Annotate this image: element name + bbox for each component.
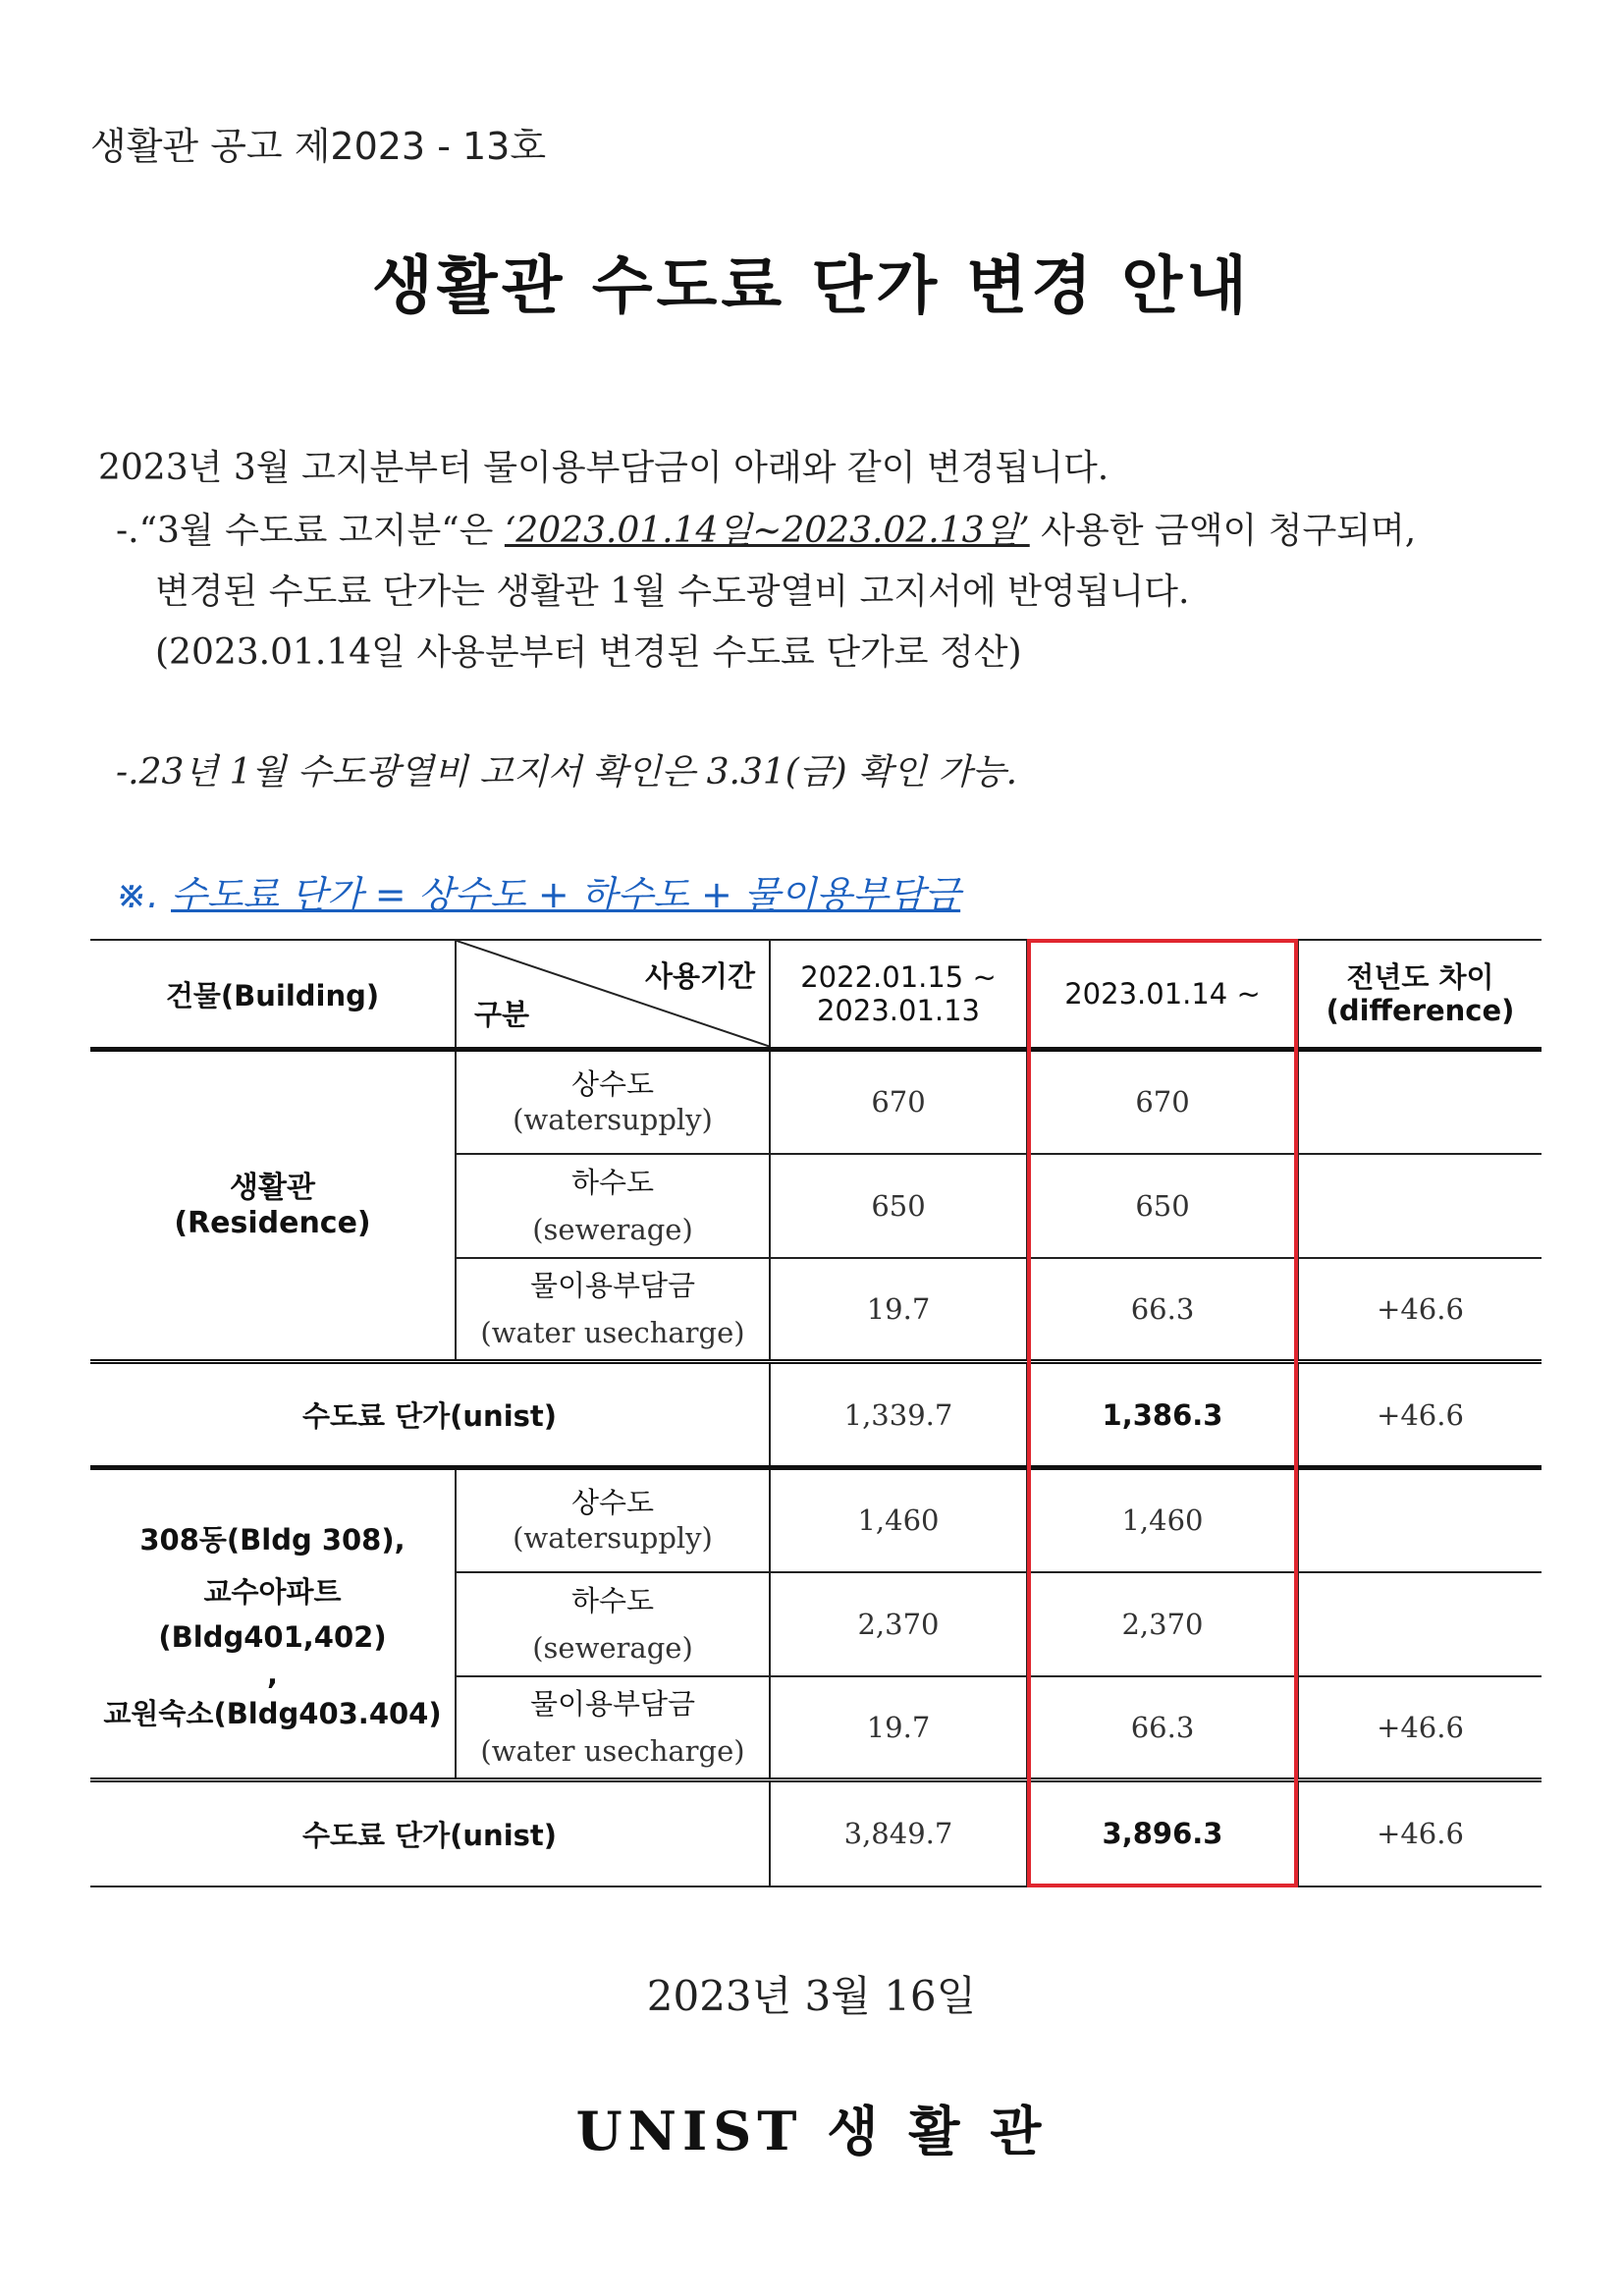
- prev-value: 19.7: [770, 1676, 1027, 1780]
- new-value: 1,460: [1027, 1468, 1298, 1572]
- building-line: ,: [266, 1657, 279, 1691]
- category-ko: 물이용부담금: [529, 1268, 696, 1302]
- table-row: [90, 1468, 1542, 1572]
- category-ko: 하수도: [570, 1583, 655, 1617]
- body-line-check-date: -.23년 1월 수도광열비 고지서 확인은 3.31(금) 확인 가능.: [116, 752, 1018, 793]
- total-row: [90, 1780, 1542, 1886]
- total-label: 수도료 단가(unist): [90, 1362, 770, 1468]
- prev-value: 1,460: [770, 1468, 1027, 1572]
- total-new: 3,896.3: [1027, 1780, 1298, 1886]
- new-value: 66.3: [1027, 1676, 1298, 1780]
- diff-value: +46.6: [1298, 1258, 1542, 1362]
- issuing-organization: UNIST 생 활 관: [575, 2100, 1048, 2162]
- category-en: (sewerage): [532, 1630, 693, 1665]
- water-rate-table: [90, 939, 1542, 1887]
- total-diff: +46.6: [1298, 1362, 1542, 1468]
- category-cell: [456, 1468, 770, 1572]
- building-line: 교수아파트(Bldg401,402): [158, 1574, 387, 1654]
- category-en: (water usecharge): [480, 1315, 745, 1349]
- header-difference-en: (difference): [1325, 994, 1515, 1027]
- header-diagonal-cell: [456, 940, 770, 1050]
- body-line-intro: 2023년 3월 고지분부터 물이용부담금이 아래와 같이 변경됩니다.: [98, 448, 1109, 488]
- header-difference-ko: 전년도 차이: [1346, 960, 1494, 994]
- header-category-label: 구분: [474, 998, 530, 1031]
- body-line-settlement: (2023.01.14일 사용분부터 변경된 수도료 단가로 정산): [155, 632, 1022, 673]
- category-ko: 상수도: [570, 1067, 655, 1102]
- diff-value: [1298, 1468, 1542, 1572]
- total-row: [90, 1362, 1542, 1468]
- building-line: 308동(Bldg 308),: [139, 1522, 406, 1557]
- notice-date: 2023년 3월 16일: [646, 1972, 977, 2020]
- total-new: 1,386.3: [1027, 1362, 1298, 1468]
- formula-text: 수도료 단가 = 상수도 + 하수도 + 물이용부담금: [171, 873, 961, 916]
- header-prev-period-end: 2023.01.13: [816, 994, 981, 1027]
- building-line: 생활관: [230, 1170, 315, 1205]
- prev-value: 670: [770, 1050, 1027, 1154]
- header-building: 건물(Building): [90, 940, 456, 1050]
- new-value: 670: [1027, 1050, 1298, 1154]
- category-en: (water usecharge): [480, 1733, 745, 1768]
- header-prev-period: [770, 940, 1027, 1050]
- prev-value: 650: [770, 1154, 1027, 1258]
- total-prev: 3,849.7: [770, 1780, 1027, 1886]
- header-new-period: 2023.01.14 ~: [1027, 940, 1298, 1050]
- billing-prefix: -.“3월 수도료 고지분“은: [116, 511, 505, 551]
- category-cell: [456, 1050, 770, 1154]
- building-faculty: [90, 1468, 456, 1780]
- diff-value: +46.6: [1298, 1676, 1542, 1780]
- new-value: 2,370: [1027, 1572, 1298, 1676]
- category-cell: [456, 1676, 770, 1780]
- header-prev-period-start: 2022.01.15 ~: [800, 960, 997, 994]
- table-header-row: [90, 940, 1542, 1050]
- category-ko: 물이용부담금: [529, 1686, 696, 1721]
- diff-value: [1298, 1050, 1542, 1154]
- rate-formula: [116, 864, 960, 918]
- table-row: [90, 1050, 1542, 1154]
- prev-value: 19.7: [770, 1258, 1027, 1362]
- category-cell: [456, 1258, 770, 1362]
- header-difference: [1298, 940, 1542, 1050]
- category-cell: [456, 1572, 770, 1676]
- category-ko: 하수도: [570, 1165, 655, 1199]
- reference-mark: ※.: [116, 873, 171, 916]
- building-residence: [90, 1050, 456, 1362]
- building-line: (Residence): [174, 1205, 371, 1240]
- total-label: 수도료 단가(unist): [90, 1780, 770, 1886]
- diff-value: [1298, 1154, 1542, 1258]
- body-line-reflection: 변경된 수도료 단가는 생활관 1월 수도광열비 고지서에 반영됩니다.: [155, 572, 1190, 612]
- notice-number: 생활관 공고 제2023 - 13호: [90, 125, 547, 168]
- diff-value: [1298, 1572, 1542, 1676]
- category-en: (sewerage): [532, 1212, 693, 1246]
- page-title: 생활관 수도료 단가 변경 안내: [371, 250, 1251, 323]
- category-en: (watersupply): [513, 1521, 713, 1556]
- total-prev: 1,339.7: [770, 1362, 1027, 1468]
- header-period-label: 사용기간: [644, 959, 755, 993]
- building-line: 교원숙소(Bldg403.404): [103, 1696, 442, 1730]
- billing-period: ‘2023.01.14일~2023.02.13일’: [504, 511, 1030, 551]
- category-en: (watersupply): [513, 1103, 713, 1137]
- new-value: 650: [1027, 1154, 1298, 1258]
- category-cell: [456, 1154, 770, 1258]
- billing-suffix: 사용한 금액이 청구되며,: [1029, 511, 1417, 551]
- body-line-billing-period: [116, 503, 1416, 553]
- new-value: 66.3: [1027, 1258, 1298, 1362]
- prev-value: 2,370: [770, 1572, 1027, 1676]
- total-diff: +46.6: [1298, 1780, 1542, 1886]
- category-ko: 상수도: [570, 1486, 655, 1520]
